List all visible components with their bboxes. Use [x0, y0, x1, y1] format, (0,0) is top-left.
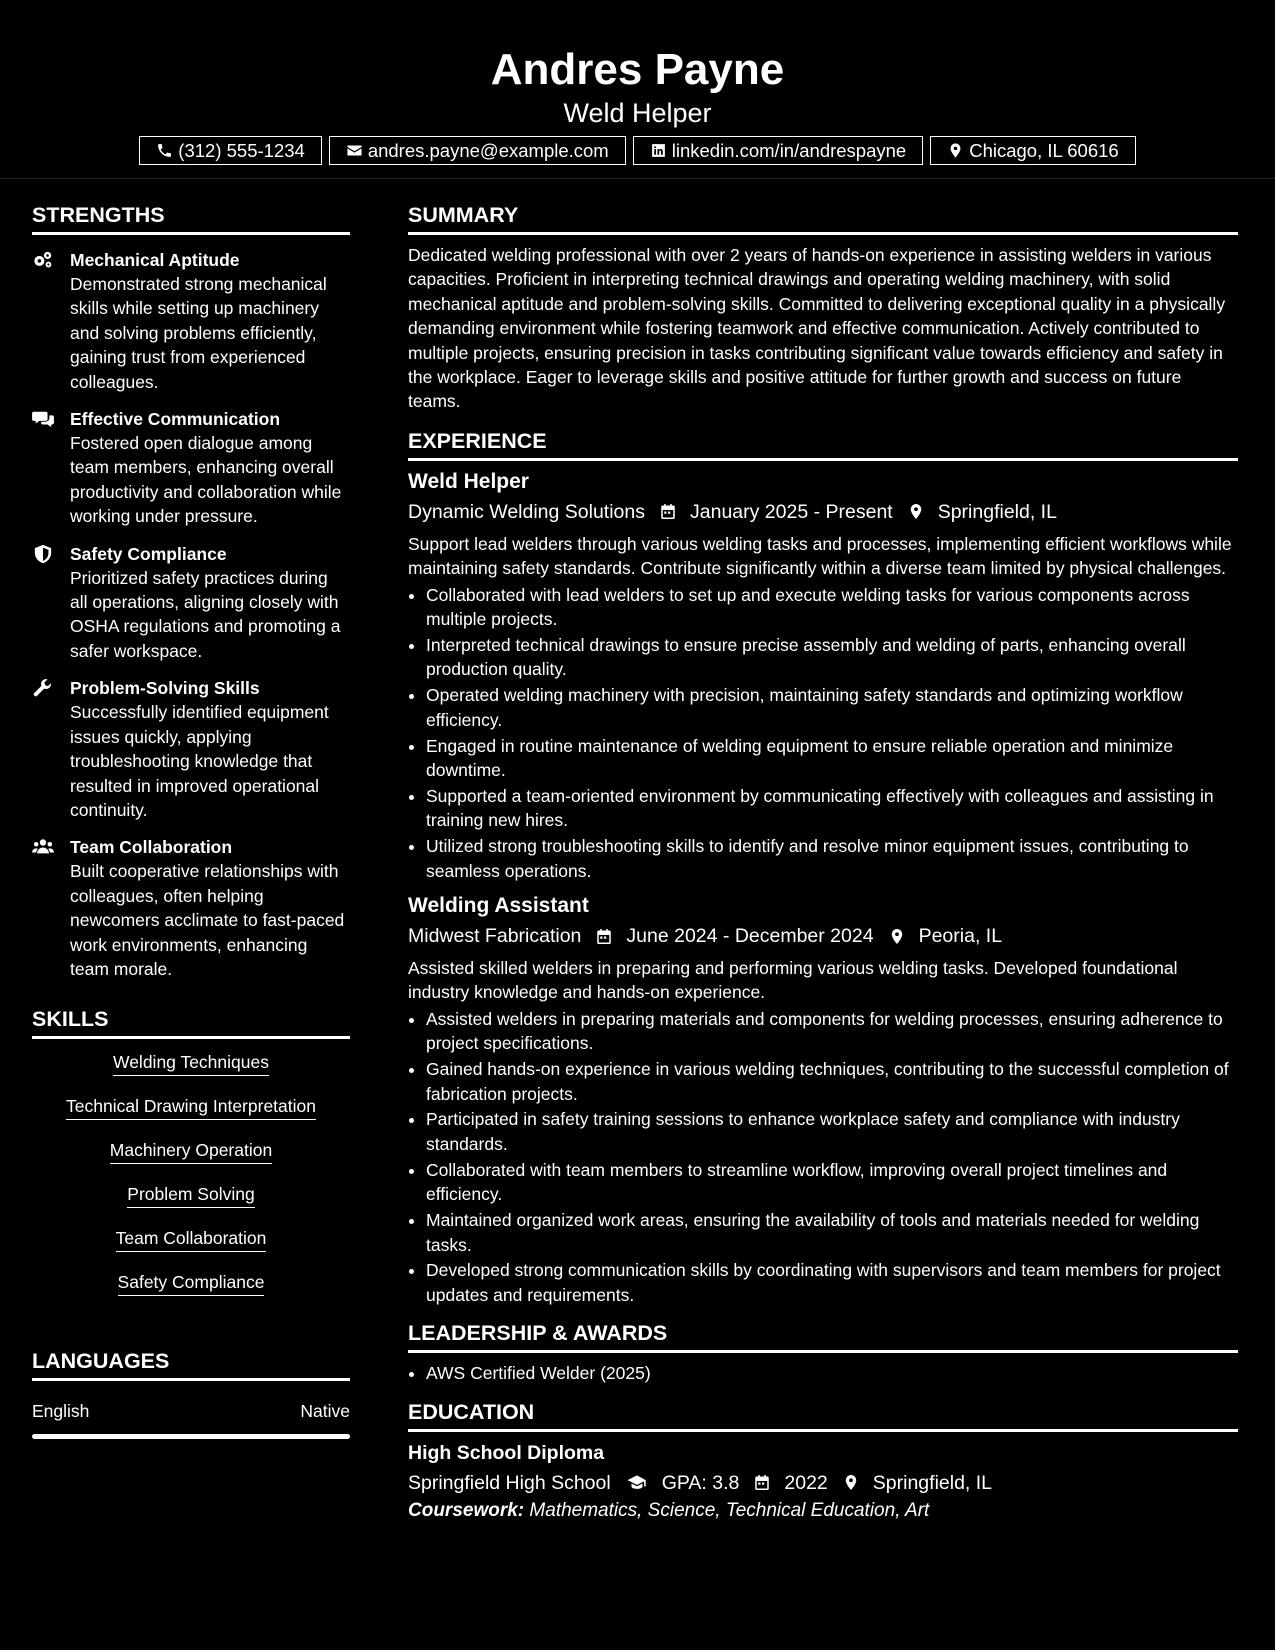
- strength-description: Demonstrated strong mechanical skills while setting up machinery and solving problems efficiently, gaining trust from experienced colleagues.: [70, 274, 327, 392]
- strength-description: Successfully identified equipment issues quickly, applying troubleshooting knowledge that resulted in improved operational continuity.: [70, 702, 329, 820]
- job-bullet: • Assisted welders in preparing materials and components for welding processes, ensuring adherence to project specifications.: [426, 1007, 1238, 1056]
- job-meta: [408, 923, 1238, 949]
- job-company: Dynamic Welding Solutions: [408, 500, 645, 523]
- award-item: • AWS Certified Welder (2025): [426, 1361, 1238, 1385]
- education-meta: [408, 1470, 1238, 1496]
- strength-title: Mechanical Aptitude: [70, 250, 240, 270]
- skill-tag: Welding Techniques: [113, 1051, 269, 1076]
- location-pin-icon: [947, 142, 964, 159]
- graduation-cap-icon: [625, 1473, 649, 1492]
- right-column: [408, 179, 1238, 1522]
- strengths-heading: STRENGTHS: [32, 203, 350, 235]
- strength-title: Safety Compliance: [70, 543, 227, 564]
- contact-linkedin-text: linkedin.com/in/andrespayne: [671, 139, 907, 161]
- job-bullet: • Gained hands-on experience in various welding techniques, contributing to the successful completion of fabrication projects.: [426, 1057, 1238, 1106]
- awards-heading: LEADERSHIP & AWARDS: [408, 1321, 1238, 1353]
- contact-bar: [0, 136, 1275, 165]
- candidate-name: Andres Payne: [490, 45, 785, 94]
- chat-bubbles-icon: [32, 409, 54, 429]
- strength-item: [32, 542, 350, 664]
- resume-header: [0, 0, 1275, 179]
- skills-heading: SKILLS: [32, 1007, 350, 1039]
- strength-item: [32, 676, 350, 822]
- skill-tag: Technical Drawing Interpretation: [66, 1095, 316, 1120]
- job-bullet: • Supported a team-oriented environment by communicating effectively with colleagues and assisting in training new hires.: [426, 784, 1238, 833]
- users-icon: [32, 837, 54, 857]
- education-school: Springfield High School: [408, 1471, 611, 1494]
- skills-list: [32, 1051, 350, 1315]
- language-level: Native: [300, 1401, 350, 1422]
- envelope-icon: [346, 142, 363, 159]
- candidate-title: Weld Helper: [563, 98, 712, 128]
- skill-tag: Team Collaboration: [116, 1227, 267, 1252]
- contact-email-text: andres.payne@example.com: [367, 139, 609, 161]
- job-bullet: • Maintained organized work areas, ensuring the availability of tools and materials needed for welding tasks.: [426, 1208, 1238, 1257]
- job-bullet: • Interpreted technical drawings to ensure precise assembly and welding of parts, enhancing overall production quality.: [426, 633, 1238, 682]
- job-summary: Assisted skilled welders in preparing and performing various welding tasks. Developed foundational industry knowledge and hands-on experience.: [408, 958, 1178, 1003]
- language-proficiency-bar: [32, 1434, 350, 1439]
- job-bullet: • Developed strong communication skills by coordinating with supervisors and team members for project updates and requirements.: [426, 1258, 1238, 1307]
- job-title: Welding Assistant: [408, 894, 589, 918]
- location-pin-icon: [907, 502, 925, 521]
- job-dates: June 2024 - December 2024: [626, 925, 874, 948]
- shield-icon: [32, 544, 54, 564]
- strength-item: [32, 835, 350, 981]
- job-entry: [408, 893, 1238, 1307]
- strength-title: Effective Communication: [70, 409, 281, 430]
- gears-icon: [32, 250, 54, 270]
- summary-text: Dedicated welding professional with over 2 years of hands-on experience in assisting welders in various capacities. Proficient in interpreting technical drawings and operating welding machinery, with solid mechanical aptitude and problem-solving skills. Committed to delivering exceptional quality in a physically demanding environment while fostering teamwork and effective communication. Actively contributed to multiple projects, ensuring precision in tasks contributing significant value towards efficiency and safety in the workplace. Eager to leverage skills and positive attitude for further growth and success on future teams.: [408, 245, 1226, 412]
- strength-title: Problem-Solving Skills: [70, 678, 260, 699]
- contact-location-text: Chicago, IL 60616: [969, 139, 1119, 161]
- location-pin-icon: [888, 927, 906, 946]
- left-column: [32, 179, 350, 1522]
- job-bullet: • Operated welding machinery with precision, maintaining safety standards and optimizing workflow efficiency.: [426, 683, 1238, 732]
- strength-description: Prioritized safety practices during all operations, aligning closely with OSHA regulations and promoting a safer workspace.: [70, 567, 341, 661]
- contact-email[interactable]: [329, 136, 626, 165]
- job-title: Weld Helper: [408, 469, 529, 493]
- job-company: Midwest Fabrication: [408, 925, 582, 948]
- strength-title: Team Collaboration: [70, 837, 233, 858]
- calendar-icon: [753, 1473, 771, 1492]
- education-heading: EDUCATION: [408, 1400, 1238, 1432]
- job-bullets: [408, 583, 1238, 883]
- education-degree: High School Diploma: [408, 1441, 605, 1464]
- contact-phone-text: (312) 555-1234: [178, 139, 305, 161]
- contact-linkedin[interactable]: [633, 136, 923, 165]
- skill-tag: Problem Solving: [127, 1183, 254, 1208]
- job-bullets: [408, 1007, 1238, 1307]
- job-summary: Support lead welders through various welding tasks and processes, implementing efficient workflows while maintaining safety standards. Contribute significantly within a diverse team limited by physical challenges.: [408, 533, 1232, 579]
- summary-heading: SUMMARY: [408, 203, 1238, 235]
- coursework-label: Coursework:: [408, 1499, 525, 1521]
- job-bullet: • Collaborated with team members to streamline workflow, improving overall project timelines and efficiency.: [426, 1158, 1238, 1207]
- location-pin-icon: [842, 1473, 860, 1492]
- strength-item: [32, 248, 350, 394]
- coursework-text: Mathematics, Science, Technical Education, Art: [529, 1499, 930, 1521]
- strength-item: [32, 407, 350, 529]
- education-location: Springfield, IL: [872, 1471, 993, 1494]
- job-entry: [408, 469, 1238, 883]
- strength-description: Fostered open dialogue among team members, enhancing overall productivity and collaboration while working under pressure.: [70, 433, 342, 527]
- calendar-icon: [659, 502, 677, 521]
- job-dates: January 2025 - Present: [690, 500, 893, 523]
- job-bullet: • Engaged in routine maintenance of welding equipment to ensure reliable operation and minimize downtime.: [426, 734, 1238, 783]
- language-name: English: [32, 1401, 90, 1422]
- skill-tag: Safety Compliance: [118, 1271, 265, 1296]
- job-meta: [408, 499, 1238, 525]
- experience-heading: EXPERIENCE: [408, 429, 1238, 461]
- phone-icon: [156, 142, 173, 159]
- job-location: Springfield, IL: [937, 500, 1057, 523]
- skill-tag: Machinery Operation: [110, 1139, 272, 1164]
- job-bullet: • Participated in safety training sessions to enhance workplace safety and compliance with industry standards.: [426, 1107, 1238, 1156]
- job-location: Peoria, IL: [918, 925, 1003, 948]
- strength-description: Built cooperative relationships with colleagues, often helping newcomers acclimate to fast-paced work environments, enhancing team morale.: [70, 861, 345, 979]
- linkedin-icon: [650, 142, 667, 159]
- education-coursework: [408, 1500, 1238, 1522]
- job-bullet: • Utilized strong troubleshooting skills to identify and resolve minor equipment issues, contributing to seamless operations.: [426, 834, 1238, 883]
- education-gpa: GPA: 3.8: [661, 1471, 740, 1494]
- contact-location[interactable]: [930, 136, 1135, 165]
- awards-list: [408, 1361, 1238, 1385]
- job-bullet: • Collaborated with lead welders to set up and execute welding tasks for various components across multiple projects.: [426, 583, 1238, 632]
- language-item: [32, 1401, 350, 1422]
- contact-phone[interactable]: [139, 136, 322, 165]
- education-year: 2022: [784, 1471, 828, 1494]
- wrench-icon: [32, 678, 54, 698]
- languages-heading: LANGUAGES: [32, 1349, 350, 1381]
- calendar-icon: [595, 927, 613, 946]
